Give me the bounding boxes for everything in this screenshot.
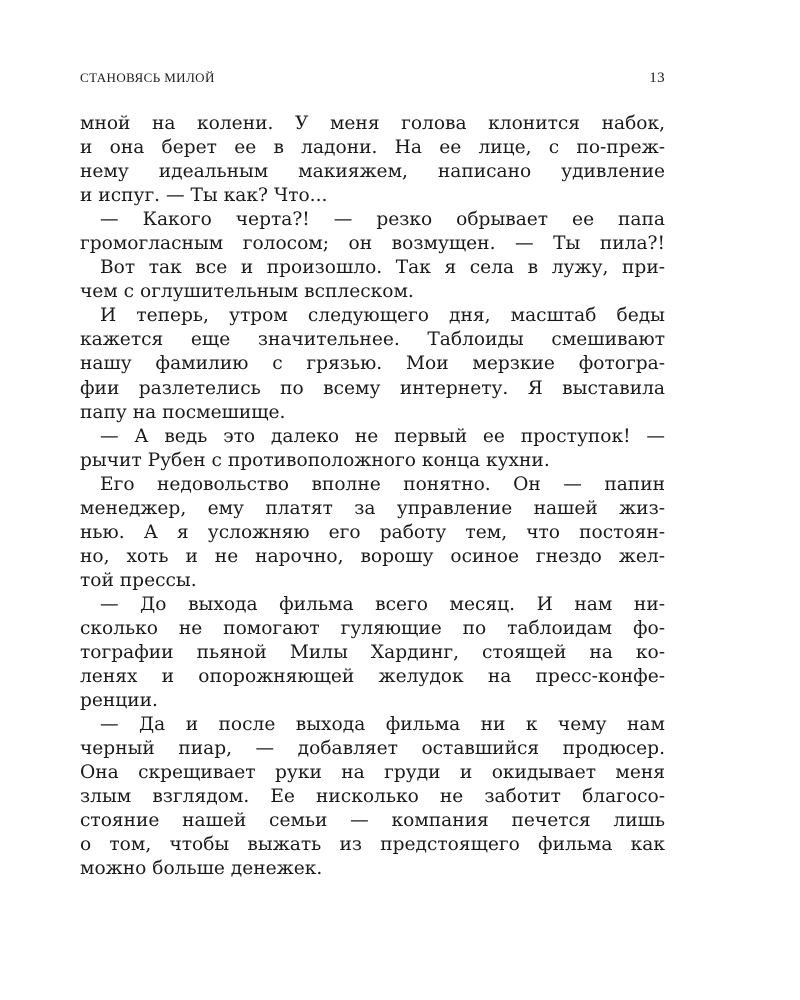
text-line: нашу фамилию с грязью. Мои мерзкие фотогра- [80, 353, 665, 375]
text-line: рычит Рубен с противоположного конца кухни. [80, 449, 550, 471]
text-line: Вот так все и произошло. Так я села в лужу, при- [100, 257, 665, 279]
text-line: злым взглядом. Ее нисколько не заботит благосо- [80, 786, 665, 808]
text-line: мной на колени. У меня голова клонится набок, [80, 113, 665, 134]
text-line: той прессы. [80, 569, 197, 591]
text-line: папу на посмешище. [80, 401, 286, 423]
text-line: И теперь, утром следующего дня, масштаб беды [100, 305, 665, 327]
text-line: ленях и опорожняющей желудок на пресс-конфе- [80, 666, 665, 688]
text-line: чем с оглушительным всплеском. [80, 281, 414, 303]
running-head [80, 70, 665, 90]
text-line: фии разлетелись по всему интернету. Я выставила [80, 377, 665, 399]
text-line: и испуг. — Ты как? Что... [80, 185, 328, 207]
text-line: кажется еще значительнее. Таблоиды смешивают [80, 329, 665, 351]
text-line: Его недовольство вполне понятно. Он — папин [100, 473, 665, 495]
text-line: громогласным голосом; он возмущен. — Ты пила?! [80, 233, 665, 255]
text-line: тографии пьяной Милы Хардинг, стоящей на ко- [80, 642, 665, 664]
text-line: черный пиар, — добавляет оставшийся продюсер. [80, 738, 665, 760]
text-line: о том, чтобы выжать из предстоящего фильма как [80, 834, 665, 856]
text-line: — А ведь это далеко не первый ее проступок! — [100, 425, 665, 447]
running-title: СТАНОВЯСЬ МИЛОЙ [80, 70, 215, 85]
text-line: — Да и после выхода фильма ни к чему нам [100, 714, 665, 736]
text-line: можно больше денежек. [80, 858, 323, 880]
text-line: но, хоть и не нарочно, ворошу осиное гнездо жел- [80, 545, 665, 567]
text-line: нему идеальным макияжем, написано удивление [80, 161, 665, 183]
text-line: — До выхода фильма всего месяц. И нам ни- [100, 593, 665, 615]
page-number: 13 [649, 70, 665, 86]
text-line: ренции. [80, 690, 158, 712]
text-line: менеджер, ему платят за управление нашей жиз- [80, 497, 665, 519]
body-text [80, 112, 665, 882]
text-line: сколько не помогают гуляющие по таблоидам фо- [80, 617, 665, 639]
text-line: стояние нашей семьи — компания печется лишь [80, 810, 665, 832]
text-line: Она скрещивает руки на груди и окидывает меня [80, 762, 665, 784]
text-line: — Какого черта?! — резко обрывает ее папа [100, 209, 665, 231]
text-line: нью. А я усложняю его работу тем, что постоян- [80, 521, 665, 543]
book-page [80, 0, 665, 1000]
text-line: и она берет ее в ладони. На ее лице, с по-преж- [80, 137, 665, 159]
